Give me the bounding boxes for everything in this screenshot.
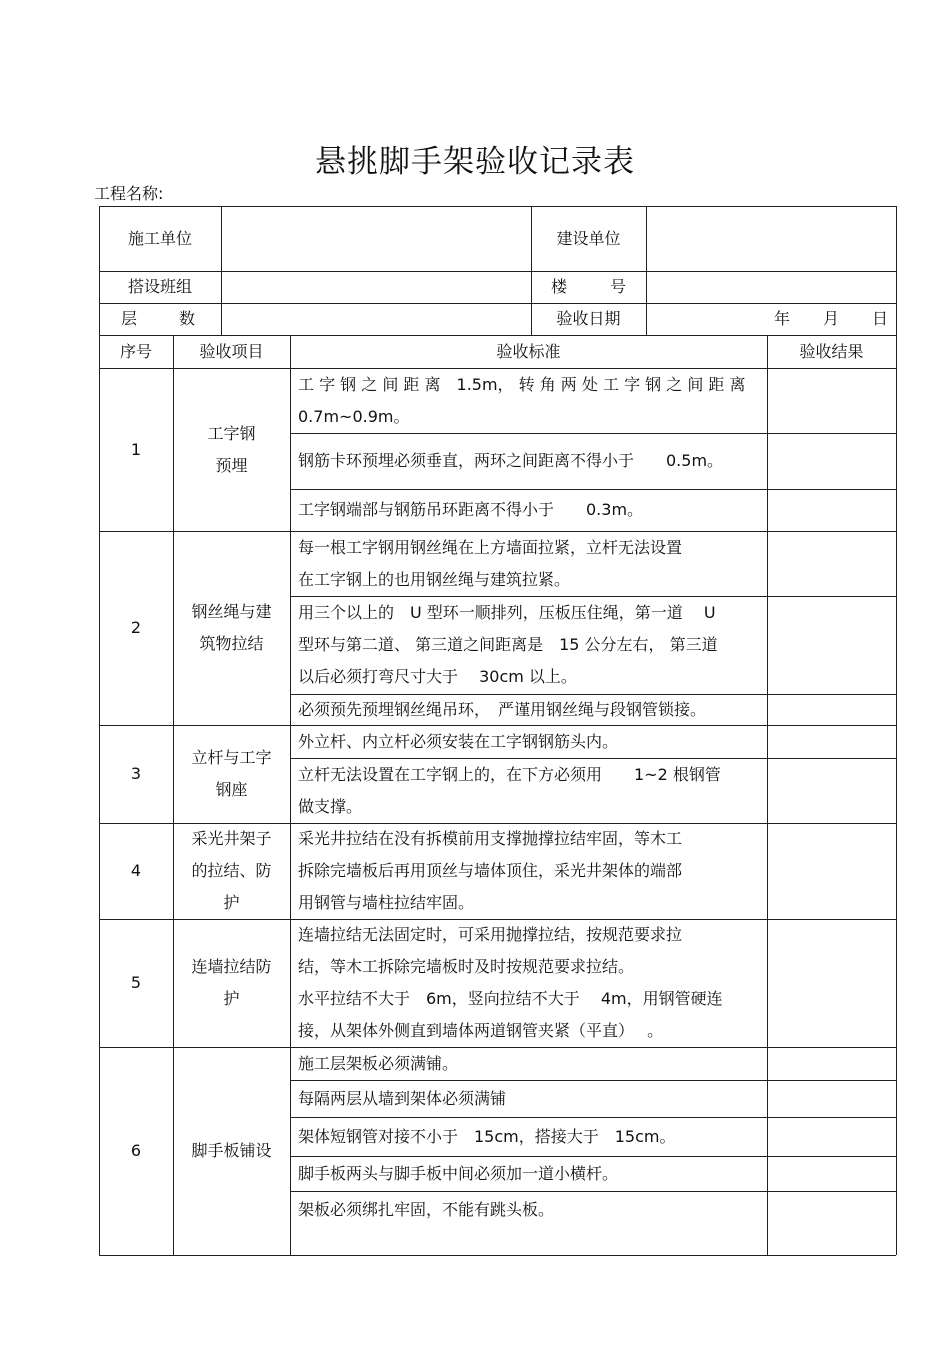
- group-3-standard-1-text: [298, 726, 618, 758]
- text-line: 架体短钢管对接不小于 15cm，搭接大于 15cm。: [298, 1126, 676, 1146]
- text-line: 验收项目: [199, 341, 264, 361]
- text-line: 连墙拉结防: [191, 957, 272, 976]
- text-line: 工 字 钢 之 间 距 离 1.5m， 转 角 两 处 工 字 钢 之 间 距 离: [298, 374, 746, 394]
- floors-label-text: [121, 303, 195, 335]
- text-line: 钢筋卡环预埋必须垂直，两环之间距离不得小于 0.5m。: [298, 451, 724, 470]
- text-line: 钢座: [215, 780, 248, 799]
- group-4-standard-1-text: [298, 823, 682, 919]
- group-6-standard-4: [290, 1156, 767, 1191]
- text-line: 用钢管与墙柱拉结牢固。: [298, 893, 475, 912]
- build-unit-label: [531, 206, 646, 271]
- group-2-standard-3: [290, 694, 767, 725]
- text-line: 护: [223, 989, 240, 1008]
- text-line: 每一根工字钢用钢丝绳在上方墙面拉紧，立杆无法设置: [298, 537, 683, 557]
- group-6-standard-2: [290, 1080, 767, 1117]
- build-unit-label-text: [556, 223, 620, 255]
- group-1-standard-3: [290, 489, 767, 531]
- group-6-no: [99, 1047, 173, 1255]
- table-rule: [896, 206, 897, 1255]
- group-2-item: [173, 531, 290, 725]
- date-label: [531, 303, 646, 335]
- group-5-no-text: [131, 967, 141, 999]
- group-4-result-1[interactable]: [767, 823, 896, 919]
- text-line: 以后必须打弯尺寸大于 30cm 以上。: [298, 667, 577, 686]
- text-line: 施工层架板必须满铺。: [298, 1053, 459, 1073]
- group-6-standard-3: [290, 1117, 767, 1156]
- group-6-standard-3-text: [298, 1121, 676, 1153]
- floors-value[interactable]: [221, 303, 531, 335]
- group-6-standard-4-text: [298, 1158, 618, 1190]
- team-label: [99, 271, 221, 303]
- text-line: 必须预先预埋钢丝绳吊环， 严谨用钢丝绳与段钢管锁接。: [298, 699, 707, 719]
- text-line: 采光井架子: [191, 829, 272, 848]
- text-line: 架板必须绑扎牢固，不能有跳头板。: [298, 1200, 555, 1219]
- text-part: 月: [822, 309, 839, 328]
- text-part: 数: [178, 309, 195, 328]
- group-4-standard-1: [290, 823, 767, 919]
- text-line: 脚手板铺设: [191, 1141, 272, 1160]
- text-line: 采光井拉结在没有拆模前用支撑抛撑拉结牢固，等木工: [298, 829, 683, 848]
- group-5-standard-1-text: [298, 919, 723, 1047]
- group-4-no: [99, 823, 173, 919]
- group-3-item: [173, 725, 290, 823]
- group-2-standard-2-text: [298, 597, 718, 693]
- construction-unit-label: [99, 206, 221, 271]
- group-2-standard-2: [290, 596, 767, 694]
- group-6-standard-2-text: [298, 1083, 506, 1115]
- group-1-no-text: [131, 434, 141, 466]
- build-unit-value[interactable]: [646, 206, 896, 271]
- group-6-result-5[interactable]: [767, 1191, 896, 1255]
- group-3-standard-2: [290, 758, 767, 823]
- text-line: 脚手板两头与脚手板中间必须加一道小横杆。: [298, 1163, 619, 1183]
- group-3-result-2[interactable]: [767, 758, 896, 823]
- group-6-item-text: [191, 1135, 271, 1167]
- group-6-standard-1: [290, 1047, 767, 1080]
- group-2-no-text: [131, 612, 141, 644]
- group-5-item-text: [191, 951, 271, 1015]
- col-standard-header: [290, 335, 767, 368]
- group-6-result-4[interactable]: [767, 1156, 896, 1191]
- group-1-result-2[interactable]: [767, 433, 896, 489]
- group-3-standard-2-text: [298, 759, 721, 823]
- text-line: 结，等木工拆除完墙板时及时按规范要求拉结。: [298, 957, 635, 976]
- text-line: 预埋: [215, 455, 248, 475]
- floors-label: [99, 303, 221, 335]
- group-3-no-text: [131, 758, 141, 790]
- text-line: 外立杆、内立杆必须安装在工字钢钢筋头内。: [298, 731, 619, 751]
- group-6-item: [173, 1047, 290, 1255]
- text-line: 施工单位: [127, 228, 192, 248]
- group-6-no-text: [131, 1135, 141, 1167]
- text-line: 立杆与工字: [191, 748, 272, 767]
- group-3-item-text: [191, 742, 271, 806]
- date-label-text: [556, 303, 620, 335]
- text-line: 工字钢: [207, 423, 256, 443]
- building-label: [531, 271, 646, 303]
- group-1-no: [99, 368, 173, 531]
- group-4-item: [173, 823, 290, 919]
- group-4-no-text: [131, 855, 141, 887]
- text-part: 楼: [551, 277, 568, 296]
- col-no-header: [99, 335, 173, 368]
- group-6-standard-1-text: [298, 1048, 458, 1080]
- text-line: 搭设班组: [127, 277, 192, 296]
- team-label-text: [128, 271, 192, 303]
- col-standard-header-text: [496, 336, 560, 368]
- construction-unit-label-text: [128, 223, 192, 255]
- group-2-standard-1: [290, 531, 767, 596]
- date-value: [646, 303, 896, 335]
- group-2-result-3[interactable]: [767, 694, 896, 725]
- project-name-label: 工程名称:: [94, 184, 164, 203]
- text-line: 在工字钢上的也用钢丝绳与建筑拉紧。: [298, 569, 571, 589]
- text-line: 每隔两层从墙到架体必须满铺: [298, 1088, 507, 1108]
- text-line: 验收结果: [799, 341, 864, 361]
- col-result-header-text: [799, 336, 863, 368]
- text-line: 用三个以上的 U 型环一顺排列，压板压住绳，第一道 U: [298, 603, 716, 622]
- col-item-header-text: [199, 336, 263, 368]
- group-2-standard-1-text: [298, 532, 682, 596]
- group-1-standard-3-text: [298, 494, 643, 526]
- text-part: 日: [871, 309, 888, 328]
- text-line: 拆除完墙板后再用顶丝与墙体顶住，采光井架体的端部: [298, 861, 683, 880]
- group-1-result-1[interactable]: [767, 368, 896, 433]
- col-no-header-text: [120, 336, 152, 368]
- page-title: 悬挑脚手架验收记录表: [315, 144, 635, 180]
- text-line: 验收日期: [556, 309, 621, 328]
- col-result-header: [767, 335, 896, 368]
- col-item-header: [173, 335, 290, 368]
- group-6-result-2[interactable]: [767, 1080, 896, 1117]
- text-line: 建设单位: [556, 228, 621, 248]
- group-5-standard-1: [290, 919, 767, 1047]
- group-1-item: [173, 368, 290, 531]
- group-1-standard-2: [290, 433, 767, 489]
- text-line: 5: [130, 973, 142, 992]
- group-3-result-1[interactable]: [767, 725, 896, 758]
- text-line: 护: [223, 893, 240, 912]
- text-line: 连墙拉结无法固定时，可采用抛撑拉结，按规范要求拉: [298, 925, 683, 944]
- text-line: 钢丝绳与建: [191, 602, 272, 621]
- text-line: 2: [130, 618, 142, 637]
- text-line: 工字钢端部与钢筋吊环距离不得小于 0.3m。: [298, 500, 644, 519]
- team-value[interactable]: [221, 271, 531, 303]
- text-line: 做支撑。: [298, 796, 363, 816]
- group-3-standard-1: [290, 725, 767, 758]
- group-2-item-text: [191, 596, 271, 660]
- text-line: 4: [130, 861, 142, 880]
- text-line: 立杆无法设置在工字钢上的，在下方必须用 1~2 根钢管: [298, 764, 721, 784]
- group-3-no: [99, 725, 173, 823]
- group-6-result-3[interactable]: [767, 1117, 896, 1156]
- group-4-item-text: [191, 823, 271, 919]
- group-1-result-3[interactable]: [767, 489, 896, 531]
- text-line: 序号: [119, 341, 152, 361]
- group-1-item-text: [207, 418, 255, 482]
- text-line: 1: [130, 439, 142, 459]
- text-line: 接，从架体外侧直到墙体两道钢管夹紧（平直） 。: [298, 1021, 664, 1040]
- group-1-standard-1-text: [298, 369, 746, 433]
- text-line: 0.7m~0.9m。: [298, 406, 410, 426]
- building-value[interactable]: [646, 271, 896, 303]
- text-part: 号: [609, 277, 626, 296]
- group-2-no: [99, 531, 173, 725]
- group-1-standard-1: [290, 368, 767, 433]
- group-6-standard-5-text: [298, 1194, 554, 1226]
- group-2-standard-3-text: [298, 694, 706, 726]
- text-line: 的拉结、防: [191, 861, 272, 880]
- group-6-result-1[interactable]: [767, 1047, 896, 1080]
- text-line: 型环与第二道、 第三道之间距离是 15 公分左右， 第三道: [298, 635, 718, 654]
- construction-unit-value[interactable]: [221, 206, 531, 271]
- group-5-result-1[interactable]: [767, 919, 896, 1047]
- group-5-no: [99, 919, 173, 1047]
- text-part: 年: [774, 309, 791, 328]
- text-part: 层: [121, 309, 138, 328]
- text-line: 6: [130, 1141, 142, 1160]
- text-line: 3: [130, 764, 142, 783]
- group-1-standard-2-text: [298, 445, 723, 477]
- text-line: 筑物拉结: [199, 634, 264, 653]
- building-label-text: [551, 271, 626, 303]
- text-line: 验收标准: [496, 341, 561, 361]
- group-2-result-2[interactable]: [767, 596, 896, 694]
- group-6-standard-5: [290, 1191, 767, 1255]
- group-5-item: [173, 919, 290, 1047]
- date-value-text: [774, 303, 888, 335]
- table-rule: [99, 1255, 896, 1256]
- text-line: 水平拉结不大于 6m，竖向拉结不大于 4m，用钢管硬连: [298, 989, 723, 1008]
- group-2-result-1[interactable]: [767, 531, 896, 596]
